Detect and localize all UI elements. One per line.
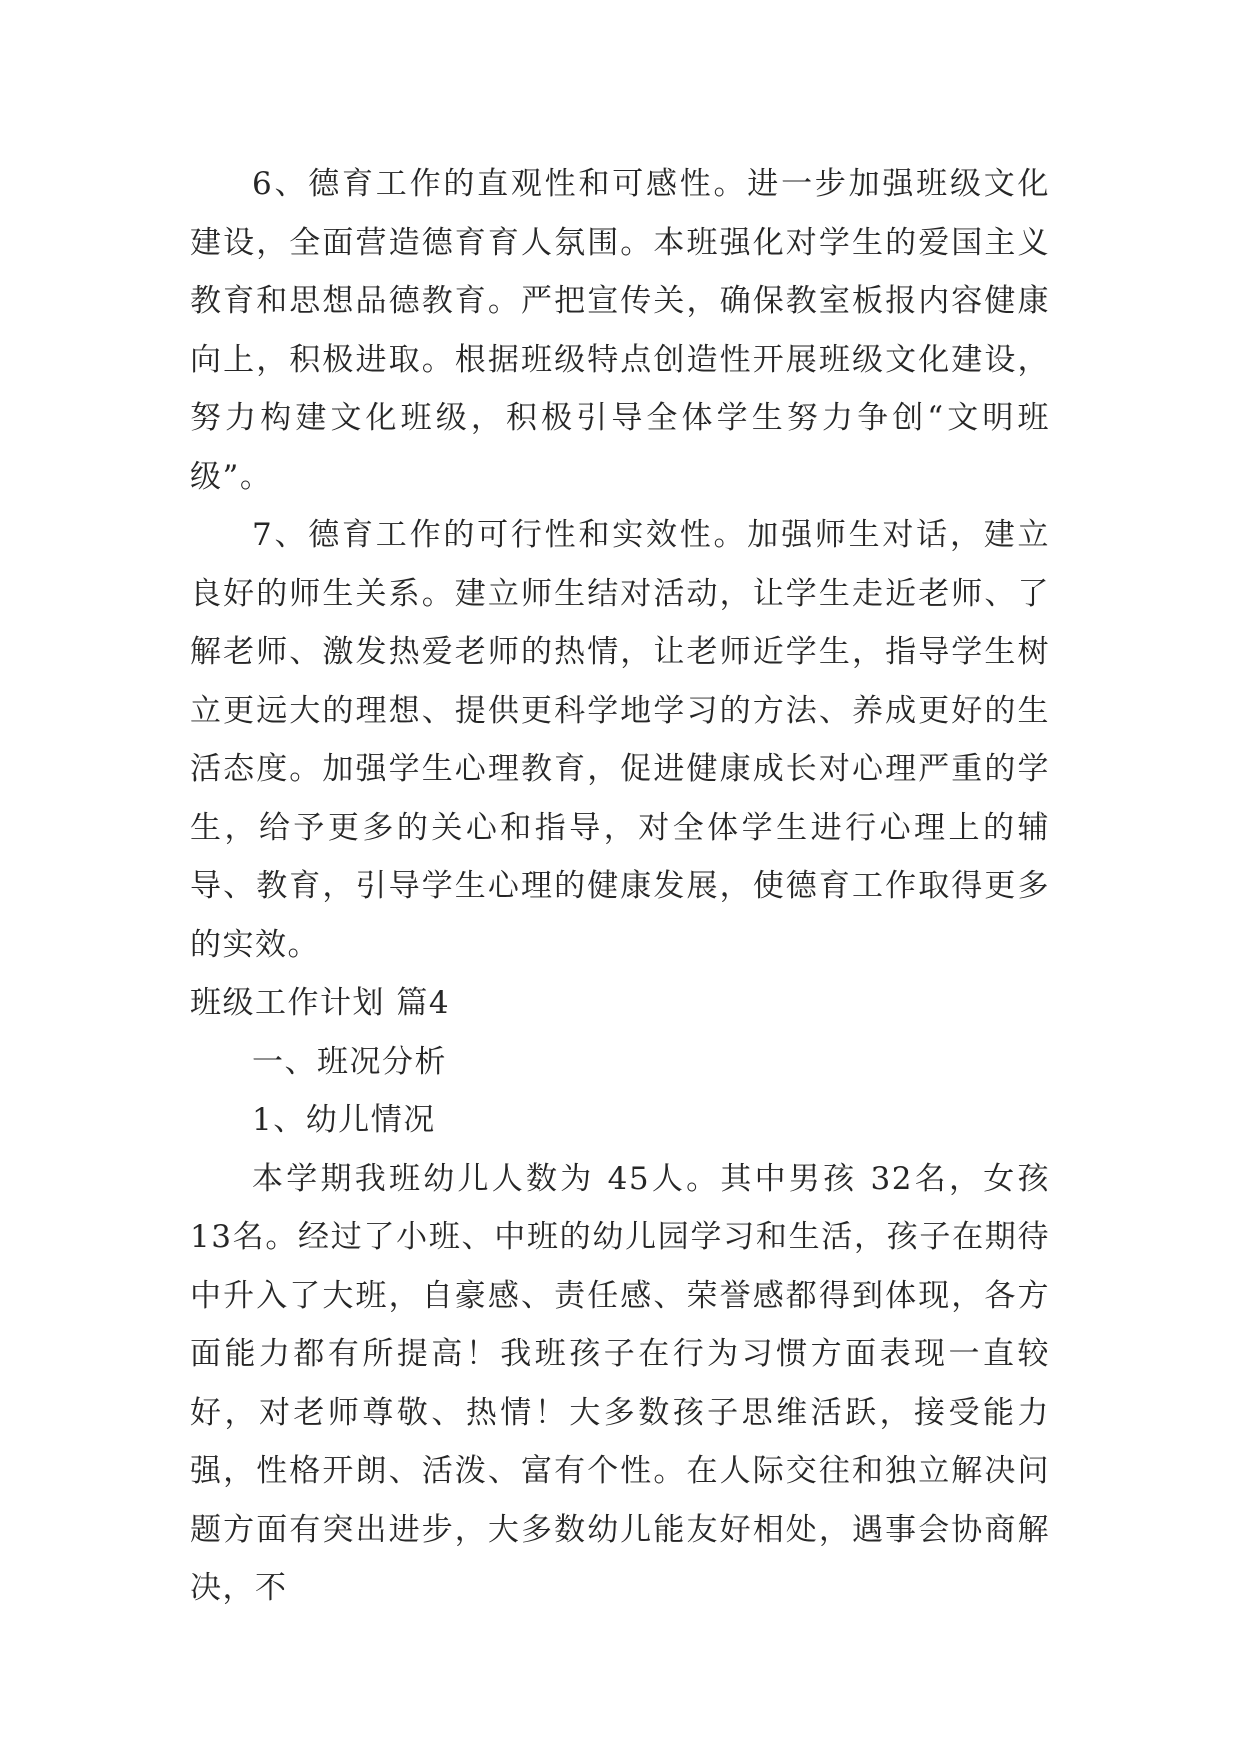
paragraph-moral-education-7: 7、德育工作的可行性和实效性。加强师生对话，建立良好的师生关系。建立师生结对活动，让学生走近老师、了解老师、激发热爱老师的热情，让老师近学生，指导学生树立更远大的理想、提供更科学地学习的方法、养成更好的生活态度。加强学生心理教育，促进健康成长对心理严重的学生，给予更多的关心和指导，对全体学生进行心理上的辅导、教育，引导学生心理的健康发展，使德育工作取得更多的实效。	[190, 517, 1050, 963]
section-heading: 班级工作计划 篇4	[190, 985, 451, 1021]
subheading-class-analysis: 一、班况分析	[252, 1043, 447, 1080]
document-body	[190, 155, 1050, 1618]
paragraph-moral-education-6: 6、德育工作的直观性和可感性。进一步加强班级文化建设，全面营造德育育人氛围。本班强化对学生的爱国主义教育和思想品德教育。严把宣传关，确保教室板报内容健康向上，积极进取。根据班级特点创造性开展班级文化建设，努力构建文化班级，积极引导全体学生努力争创“文明班级”。	[190, 166, 1050, 495]
subheading-children-situation: 1、幼儿情况	[252, 1102, 436, 1138]
paragraph-children-situation: 本学期我班幼儿人数为 45人。其中男孩 32名，女孩 13名。经过了小班、中班的幼儿园学习和生活，孩子在期待中升入了大班，自豪感、责任感、荣誉感都得到体现，各方面能力都有所提高！我班孩子在行为习惯方面表现一直较好，对老师尊敬、热情！大多数孩子思维活跃，接受能力强，性格开朗、活泼、富有个性。在人际交往和独立解决问题方面有突出进步，大多数幼儿能友好相处，遇事会协商解决，不	[190, 1160, 1050, 1606]
